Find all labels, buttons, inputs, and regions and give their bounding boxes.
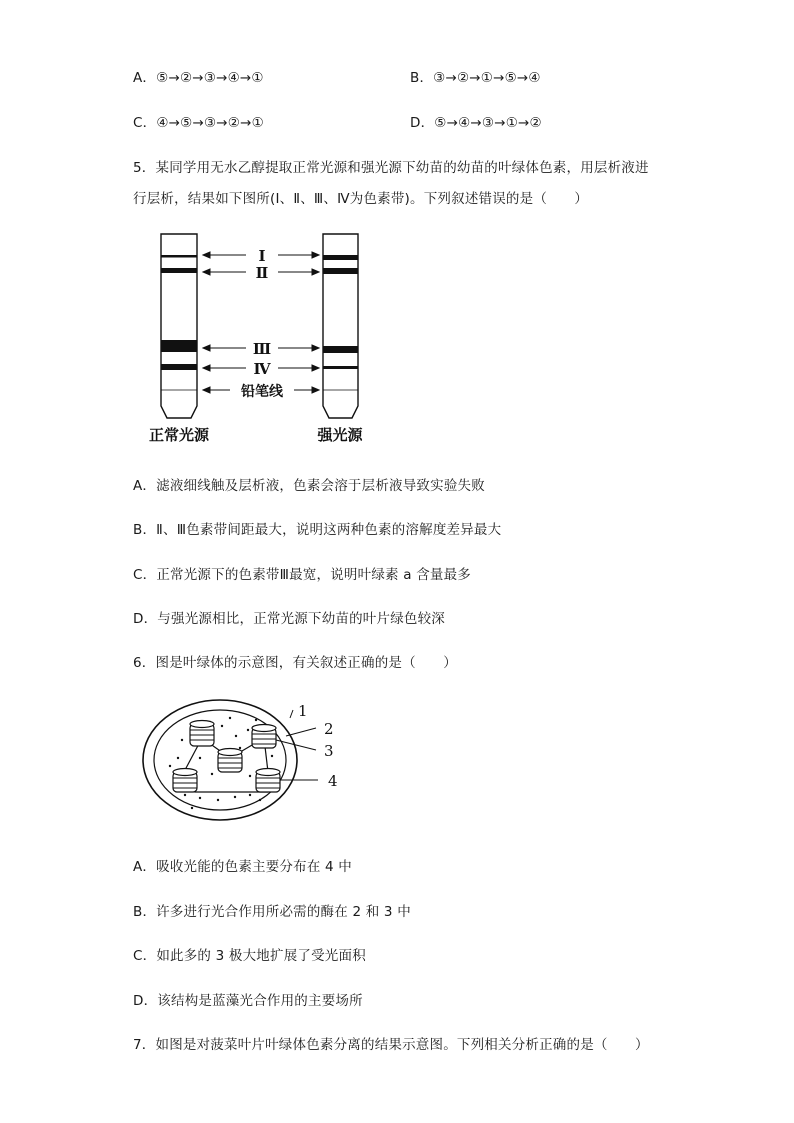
label-3: 3 [324, 742, 334, 760]
left-band-2 [161, 268, 197, 273]
left-band-1 [161, 255, 197, 258]
left-strip [161, 234, 197, 418]
left-band-3 [161, 340, 197, 352]
q6-option-c: C．如此多的 3 极大地扩展了受光面积 [133, 948, 366, 964]
q5-stem-line2: 行层析，结果如下图所(Ⅰ、Ⅱ、Ⅲ、Ⅳ为色素带)。下列叙述错误的是（ ） [133, 191, 589, 207]
q5-option-a: A．滤液细线触及层析液，色素会溶于层析液导致实验失败 [133, 478, 485, 494]
q4-option-b: B．③→②→①→⑤→④ [410, 70, 541, 86]
left-tube-label: 正常光源 [148, 426, 210, 444]
q6-option-a: A．吸收光能的色素主要分布在 4 中 [133, 859, 353, 875]
right-band-1 [323, 255, 358, 260]
granum-3 [218, 749, 242, 773]
chromatography-figure [130, 228, 430, 448]
right-band-4 [323, 366, 358, 369]
q4-option-d: D．⑤→④→③→①→② [410, 115, 542, 131]
pencil-line-label: 铅笔线 [241, 384, 283, 400]
right-tube-label: 强光源 [317, 426, 363, 444]
label-4: 4 [328, 772, 338, 790]
leader-lines [276, 710, 318, 780]
label-1: 1 [298, 702, 308, 720]
q5-option-b: B．Ⅱ、Ⅲ色素带间距最大，说明这两种色素的溶解度差异最大 [133, 522, 502, 538]
granum-5 [256, 769, 280, 793]
q5-option-d: D．与强光源相比，正常光源下幼苗的叶片绿色较深 [133, 611, 445, 627]
q6-option-b: B．许多进行光合作用所必需的酶在 2 和 3 中 [133, 904, 411, 920]
label-2: 2 [324, 720, 334, 738]
right-band-3 [323, 346, 358, 353]
q6-option-d: D．该结构是蓝藻光合作用的主要场所 [133, 993, 363, 1009]
q5-stem-line1: 5．某同学用无水乙醇提取正常光源和强光源下幼苗的幼苗的叶绿体色素，用层析液进 [133, 160, 649, 176]
band-label-2: Ⅱ [255, 264, 269, 282]
q4-option-c: C．④→⑤→③→②→① [133, 115, 264, 131]
q5-option-c: C．正常光源下的色素带Ⅲ最宽，说明叶绿素 a 含量最多 [133, 567, 471, 583]
q7-stem: 7．如图是对菠菜叶片叶绿体色素分离的结果示意图。下列相关分析正确的是（ ） [133, 1037, 649, 1053]
granum-4 [173, 769, 197, 793]
granum-2 [252, 725, 276, 749]
band-label-1: Ⅰ [258, 247, 266, 265]
left-band-4 [161, 364, 197, 370]
q6-stem: 6．图是叶绿体的示意图，有关叙述正确的是（ ） [133, 655, 457, 671]
band-label-4: Ⅳ [253, 360, 271, 378]
band-label-3: Ⅲ [252, 340, 272, 358]
granum-1 [190, 721, 214, 747]
right-strip [323, 234, 358, 418]
chloroplast-figure [140, 700, 370, 850]
right-band-2 [323, 268, 358, 274]
q4-option-a: A．⑤→②→③→④→① [133, 70, 264, 86]
